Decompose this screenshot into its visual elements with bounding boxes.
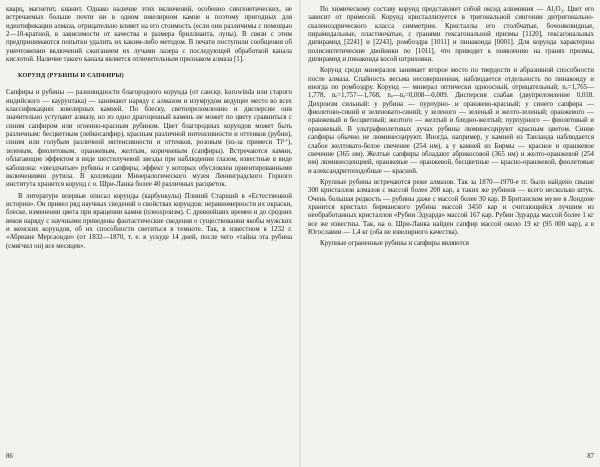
page-number-right: 87 (587, 453, 594, 460)
paragraph-hardness: Корунд среди минералов занимает второе место по твердости и абразивной способности после алмаза. Спайность весьма несовершенная, наблюдается отдельность по пинакоиду и иногда по ромбоэдру. Корунд — минерал оптически одноосный, отрицательный; nₒ=1,765—1,778, nₑ=1,757—1,768, nₒ—nₑ=0,008—0,009. Дисперсия слабая (двупреломление 0,018. Дихроизм сильный: у рубина — пурпурно- и оранжево-красный; у синего сапфира — фиолетово-синий и зеленовато-синий; у зеленого — зеленый и желто-зеленый; оранжевого — оранжевый и бесцветный; желтого — желтый и бледно-желтый; пурпурного — фиолетовый и оранжевый. В ультрафиолетовых лучах рубины люминесцируют красным цветом. Синие сапфиры обычно не люминесцируют. Иногда, например, у камней из Таиланда наблюдается слабое желтовато-белое свечение (254 нм), а у камней из Бирмы — красное и оранжевое свечение (365 нм). Желтые сапфиры обладают абрикосовой (365 нм) и желто-оранжевой (254 нм) люминесценцией, оранжевые — оранжевой, бесцветные — красно-оранжевой, фиолетовые и александритоподобные — красной. (308, 67, 594, 175)
paragraph-inclusions: кварц, магнетит, кианит. Однако наличие этих включений, особенно сингенетических, не встречаемых больше почти ни в одном ювелирном камне и поэтому пригодных для идентификации алмаза, отрицательно влияет на его стоимость (если они различимы с помощью 2—10-кратной, в зависимости от качества и размера бриллианта, лупы). В связи с этим предпринимаются попытки удалить их каким-либо методом. В печати поступили сообщения об уничтожении включений сжиганием их лучами лазера с последующей обработкой канала кислотой. Наличие такого канала является отличительным признаком алмаза [1]. (6, 6, 292, 64)
paragraph-sapphires-rubies: Сапфиры и рубины — разновидности благородного корунда (от санскр. kuruwinda или старого индийского — каурунтака) — занимают наряду с алмазом и изумрудом ведущее место во всех классификациях ювелирных камней. По блеску, светопреломлению и дисперсии они значительно уступают алмазу, но из одно драгоценный камень не может по цвету сравниться с синим сапфиром или огненно-красным рубином. Цвет благородных корундов может быть различным: бесцветным (лейкосапфир), красным различной интенсивности и оттенков (рубин), синим или голубым различной интенсивности и оттенков, розовым (из-за примеси Ti³⁺), зеленым, фиолетовым, оранжевым, желтым, коричневым (сапфиры). Встречаются камни, облагающие эффектом в виде шестилучевой звезды при наблюдении глазом, известные в виде кабошона: «звездчатые» рубины и сапфиры, эффект у которых обусловлен ориентированными включениями рутила. В коллекции Минералогического музея Ленинградского Горного института хранится корунд с о. Шри-Ланка более 40 различных расцветок. (6, 89, 292, 189)
paragraph-composition: По химическому составу корунд представляет собой оксид алюминия — Al₂O₃. Цвет его зависит от примесей. Корунд кристаллизуется в тригональной сингонии дитригонально-скаленоэдрического класса симметрии. Кристаллы его столбчатые, бочонковидные, пирамидальные, пластинчатые, с гранями гексагональной призмы [1120], гексагональных дипирамид [2241] и [2243], ромбоэдра [1011] и пинакоида [0001]. Для корунда характерны полисинтетические двойники по [1011], что приводит к появлению на гранях призмы, дипирамид и пинакоида косой штриховки. (308, 6, 594, 64)
paragraph-large-rubies: Крупные рубины встречаются реже алмазов. Так за 1870—1970-е гг. было найдено свыше 300 кристаллов алмазов с массой более 200 кар, а таких же рубинов — всего несколько штук. Очень большая редкость — рубины даже с массой более 30 кар. В Британском музее в Лондоне хранится кристалл бирманского рубина массой 3450 кар и считающийся лучшим из необработанных кристаллов «Рубин Эдуарда» массой 167 кар. Рубин Эдуарда массой более 1 кг все же известны. Так, на о. Шри-Ланка найден сапфир массой около 19 кг (95 000 кар), а в Югославии — 1,4 кг (оба не ювелирного качества). (308, 178, 594, 236)
page-number-left: 86 (6, 453, 13, 460)
page-gutter (299, 0, 301, 467)
paragraph-history: В литературе впервые описал корунды (карбункулы) Плиний Старший в «Естественной истории». Он привел ряд научных сведений о свойствах корундов: неравномерности их окраски, блеске, изменении цвета при вращении камня (плеохроизм). С древнейших времен и до средних веков наряду с научными приведены фантастические сведения о существовании якобы мужских и женских корундов, об их способности светиться в темноте. Так, в известном в 1232 г. «Абриане Мерсаонди» (от 1832—1870, т. е. в ускуде 14 дней, после чего «тайна эта рубина (смягчил он) все месяцев». (6, 192, 292, 250)
right-page (308, 6, 594, 461)
paragraph-cut-stones: Крупные ограненные рубины и сапфиры являются (320, 240, 469, 248)
section-heading: КОРУНД (РУБИНЫ И САПФИРЫ) (18, 73, 124, 80)
left-page (6, 6, 292, 461)
